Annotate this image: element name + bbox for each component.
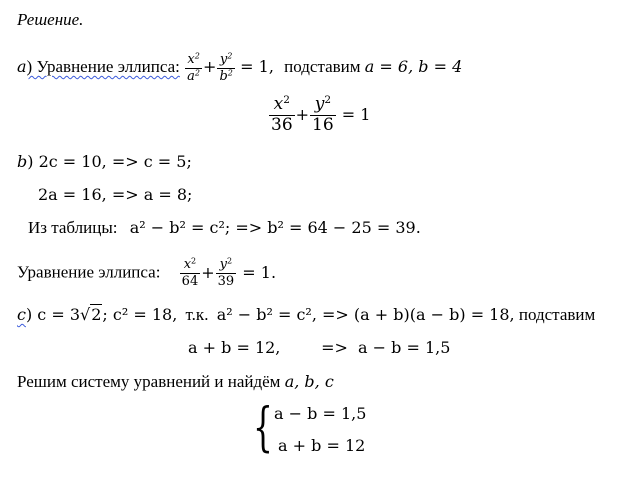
exp-2: 2 bbox=[283, 94, 290, 107]
x-symbol: x bbox=[187, 52, 195, 67]
den-39: 39 bbox=[217, 273, 235, 289]
subst-text-c: подставим bbox=[518, 305, 596, 324]
part-c-system-line bbox=[17, 372, 334, 392]
exp-2: 2 bbox=[194, 68, 201, 78]
a-symbol: a bbox=[187, 68, 195, 84]
eq-one: = 1, bbox=[240, 57, 274, 77]
ellipse-equation-centered bbox=[268, 96, 370, 135]
system-eq1: a − b = 1,5 bbox=[274, 404, 367, 423]
part-b-table-line bbox=[28, 218, 421, 238]
plus-sign: + bbox=[201, 262, 215, 282]
fraction-y2-b2 bbox=[217, 53, 234, 83]
exp-2: 2 bbox=[191, 256, 197, 266]
part-a-text: ) Уравнение эллипса: bbox=[26, 57, 180, 77]
den-16: 16 bbox=[312, 114, 334, 135]
fraction-x2-a2 bbox=[185, 53, 202, 83]
part-b-line2: 2a = 16, => a = 8; bbox=[38, 185, 193, 204]
subst-text: подставим bbox=[284, 57, 361, 77]
x-symbol: x bbox=[183, 257, 192, 272]
sqrt-2: √2 bbox=[80, 305, 102, 324]
part-c-line1 bbox=[17, 305, 595, 325]
fraction-y2-39 bbox=[216, 258, 237, 288]
part-a-label: a bbox=[17, 57, 27, 77]
heading: Решение. bbox=[17, 10, 84, 29]
y-symbol: y bbox=[219, 52, 228, 67]
part-c-eq-start: ) c = 3 bbox=[25, 305, 81, 324]
table-equation: a² − b² = c²; => b² = 64 − 25 = 39. bbox=[129, 218, 421, 237]
fraction-x2-64 bbox=[180, 258, 201, 288]
den-64: 64 bbox=[181, 273, 199, 289]
system-vars: a, b, c bbox=[284, 372, 334, 391]
x-symbol: x bbox=[273, 94, 284, 114]
ellipse-text: Уравнение эллипса: bbox=[17, 262, 161, 282]
part-b-label: b bbox=[17, 152, 28, 171]
part-c-eq-mid: ; c² = 18, bbox=[102, 305, 178, 324]
system-eq2: a + b = 12 bbox=[278, 436, 366, 455]
part-c-eq-end: a² − b² = c², => (a + b)(a − b) = 18, bbox=[216, 305, 515, 324]
part-c-line2: a + b = 12, => a − b = 1,5 bbox=[188, 338, 451, 357]
fraction-x2-36 bbox=[269, 96, 295, 135]
tk-text: т.к. bbox=[185, 305, 209, 324]
eq-rhs: = 1. bbox=[242, 262, 277, 282]
part-b-ellipse-line bbox=[17, 258, 276, 288]
b-symbol: b bbox=[219, 68, 228, 84]
y-symbol: y bbox=[314, 94, 325, 114]
system-text: Решим систему уравнений и найдём bbox=[17, 372, 281, 391]
exp-2: 2 bbox=[227, 68, 233, 78]
exp-2: 2 bbox=[194, 51, 200, 61]
part-a-line bbox=[17, 53, 462, 83]
exp-2: 2 bbox=[227, 51, 233, 61]
plus-sign: + bbox=[203, 57, 217, 77]
fraction-y2-16 bbox=[310, 96, 336, 135]
part-b-eq1: ) 2c = 10, => c = 5; bbox=[27, 152, 192, 171]
part-c-label: c bbox=[17, 305, 26, 324]
subst-values: a = 6, b = 4 bbox=[364, 57, 463, 77]
y-symbol: y bbox=[219, 257, 228, 272]
den-36: 36 bbox=[271, 114, 293, 135]
table-text: Из таблицы: bbox=[28, 218, 118, 237]
exp-2: 2 bbox=[324, 94, 332, 107]
plus-sign: + bbox=[295, 104, 310, 124]
radicand: 2 bbox=[91, 305, 102, 324]
eq-rhs: = 1 bbox=[341, 104, 371, 124]
ellipse-equation-b bbox=[179, 256, 277, 289]
part-b-line1 bbox=[17, 152, 192, 172]
exp-2: 2 bbox=[227, 256, 233, 266]
system-brace: { bbox=[253, 398, 273, 458]
